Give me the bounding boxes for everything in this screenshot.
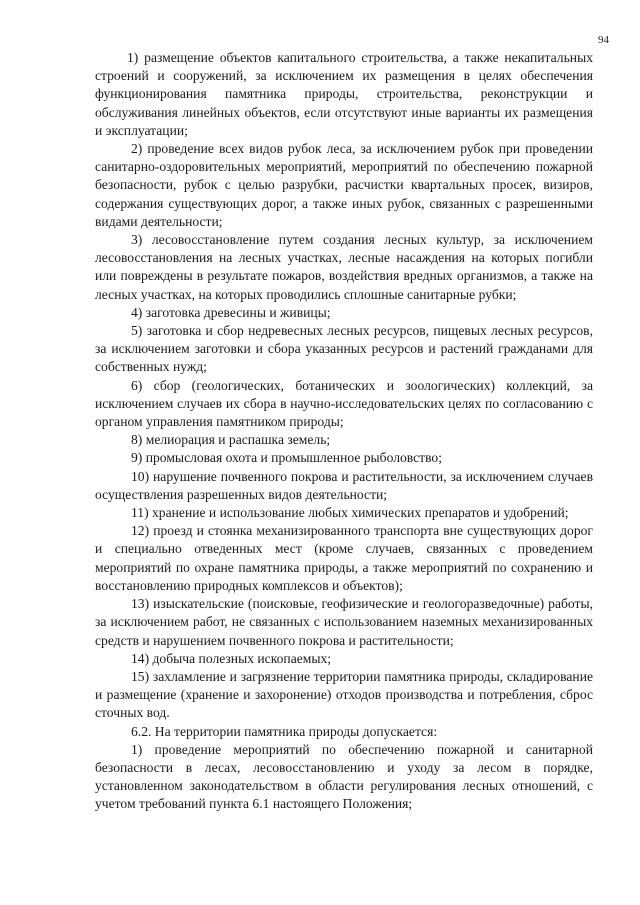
paragraph-item-14: 14) добыча полезных ископаемых; <box>131 650 332 666</box>
section-heading-6-2: 6.2. На территории памятника природы допускается: <box>131 723 438 739</box>
paragraph-item-3: 3) лесовосстановление путем создания лесных культур, за исключением лесовосстановления на лесных участках, лесные насаждения на которых погибли или повреждены в результате пожаров, воздействия вредных организмов, а также на лесных участках, на которых проводились сплошные санитарные рубки; <box>95 232 593 302</box>
document-body <box>95 49 593 814</box>
paragraph-item-9: 9) промысловая охота и промышленное рыболовство; <box>131 450 443 466</box>
paragraph-item-2: 2) проведение всех видов рубок леса, за исключением рубок при проведении санитарно-оздоровительных мероприятий, мероприятий по обеспечению пожарной безопасности, рубок с целью разрубки, расчистки квартальных просек, визиров, содержания существующих дорог, а также иных рубок, связанных с разрешенными видами деятельности; <box>95 141 593 229</box>
paragraph-item-11: 11) хранение и использование любых химических препаратов и удобрений; <box>131 505 569 521</box>
page-number: 94 <box>598 34 609 46</box>
paragraph-item-6: 6) сбор (геологических, ботанических и зоологических) коллекций, за исключением случаев их сбора в научно-исследовательских целях по согласованию с органом управления памятником природы; <box>95 377 593 430</box>
paragraph-item-8: 8) мелиорация и распашка земель; <box>131 432 331 448</box>
paragraph-allowed-1: 1) проведение мероприятий по обеспечению пожарной и санитарной безопасности в лесах, лесовосстановлению и уходу за лесом в порядке, установленном законодательством в области регулирования лесных отношений, с учетом требований пункта 6.1 настоящего Положения; <box>95 741 593 812</box>
paragraph-item-10: 10) нарушение почвенного покрова и растительности, за исключением случаев осуществления разрешенных видов деятельности; <box>95 468 593 502</box>
paragraph-item-15: 15) захламление и загрязнение территории памятника природы, складирование и размещение (хранение и захоронение) отходов производства и потребления, сброс сточных вод. <box>95 668 593 721</box>
paragraph-item-12: 12) проезд и стоянка механизированного транспорта вне существующих дорог и специально отведенных мест (кроме случаев, связанных с проведением мероприятий по охране памятника природы, а также мероприятий по сохранению и восстановлению природных комплексов и объектов); <box>95 523 593 593</box>
paragraph-item-4: 4) заготовка древесины и живицы; <box>131 304 331 320</box>
paragraph-item-1: 1) размещение объектов капитального строительства, а также некапитальных строений и сооружений, за исключением их размещения в целях обеспечения функционирования памятника природы, строительства, реконструкции и обслуживания линейных объектов, если отсутствуют иные варианты их размещения и эксплуатации; <box>95 50 593 138</box>
paragraph-item-5: 5) заготовка и сбор недревесных лесных ресурсов, пищевых лесных ресурсов, за исключением заготовки и сбора указанных ресурсов и растений гражданами для собственных нужд; <box>95 323 593 375</box>
paragraph-item-13: 13) изыскательские (поисковые, геофизические и геологоразведочные) работы, за исключением работ, не связанных с использованием наземных механизированных средств и нарушением почвенного покрова и растительности; <box>95 596 593 648</box>
